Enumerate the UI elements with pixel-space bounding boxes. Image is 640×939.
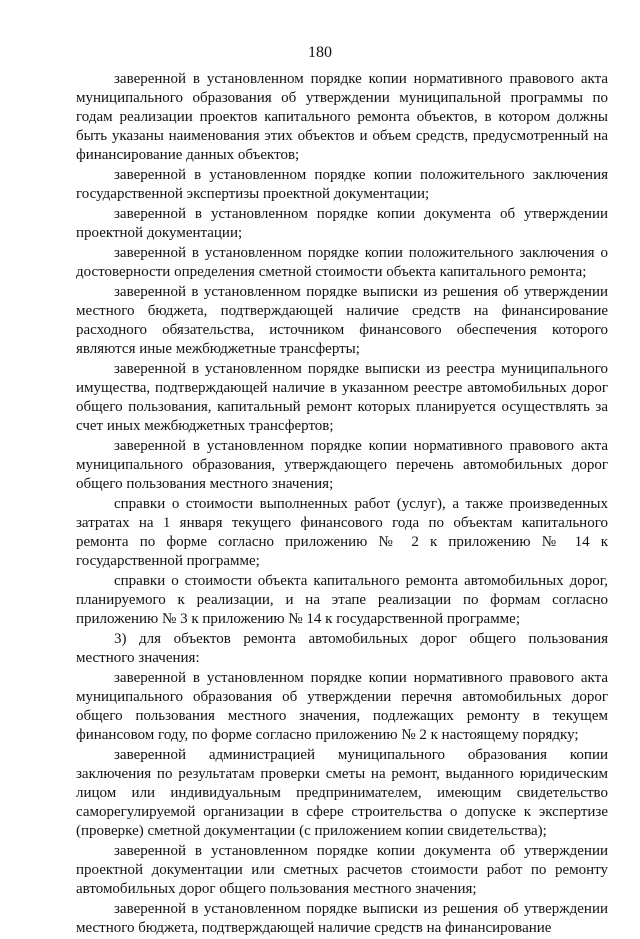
paragraph: заверенной в установленном порядке копии нормативного правового акта муниципального образования, утверждающего перечень автомобильных дорог общего пользования местного значения; [76, 438, 608, 492]
document-body [76, 70, 608, 939]
paragraph: заверенной в установленном порядке копии документа об утверждении проектной документации или сметных расчетов стоимости работ по ремонту автомобильных дорог общего пользования местного значения; [76, 843, 608, 897]
page-number: 180 [308, 44, 332, 61]
paragraph: справки о стоимости выполненных работ (услуг), а также произведенных затратах на 1 января текущего финансового года по объектам капитального ремонта по форме согласно приложению № 2 к приложению № 14 к государственной программе; [76, 496, 608, 569]
paragraph: заверенной в установленном порядке выписки из решения об утверждении местного бюджета, подтверждающей наличие средств на финансирование расходного обязательства, источником финансового обеспечения которого являются иные межбюджетные трансферты; [76, 284, 608, 357]
paragraph: заверенной в установленном порядке копии документа об утверждении проектной документации; [76, 206, 608, 241]
paragraph: заверенной в установленном порядке выписки из реестра муниципального имущества, подтверждающей наличие в указанном реестре автомобильных дорог общего пользования, капитальный ремонт которых планируется осуществлять за счет иных межбюджетных трансфертов; [76, 361, 608, 434]
paragraph: заверенной в установленном порядке копии положительного заключения государственной экспертизы проектной документации; [76, 167, 608, 202]
paragraph: заверенной администрацией муниципального образования копии заключения по результатам проверки сметы на ремонт, выданного юридическим лицом или индивидуальным предпринимателем, имеющим свидетельство саморегулируемой организации в сфере строительства о допуске к экспертизе (проверке) сметной документации (с приложением копии свидетельства); [76, 747, 608, 839]
paragraph: заверенной в установленном порядке выписки из решения об утверждении местного бюджета, подтверждающей наличие средств на финансирование [76, 901, 608, 936]
paragraph: заверенной в установленном порядке копии нормативного правового акта муниципального образования об утверждении муниципальной программы по годам реализации проектов капитального ремонта объектов, в котором должны быть указаны наименования этих объектов и объем средств, предусмотренный на финансирование данных объектов; [76, 71, 608, 163]
list-item-heading: 3) для объектов ремонта автомобильных дорог общего пользования местного значения: [76, 631, 608, 666]
paragraph: справки о стоимости объекта капитального ремонта автомобильных дорог, планируемого к реализации, и на этапе реализации по формам согласно приложению № 3 к приложению № 14 к государственной программе; [76, 573, 608, 627]
paragraph: заверенной в установленном порядке копии нормативного правового акта муниципального образования об утверждении перечня автомобильных дорог общего пользования местного значения, подлежащих ремонту в текущем финансовом году, по форме согласно приложению № 2 к настоящему порядку; [76, 670, 608, 743]
paragraph: заверенной в установленном порядке копии положительного заключения о достоверности определения сметной стоимости объекта капитального ремонта; [76, 245, 608, 280]
